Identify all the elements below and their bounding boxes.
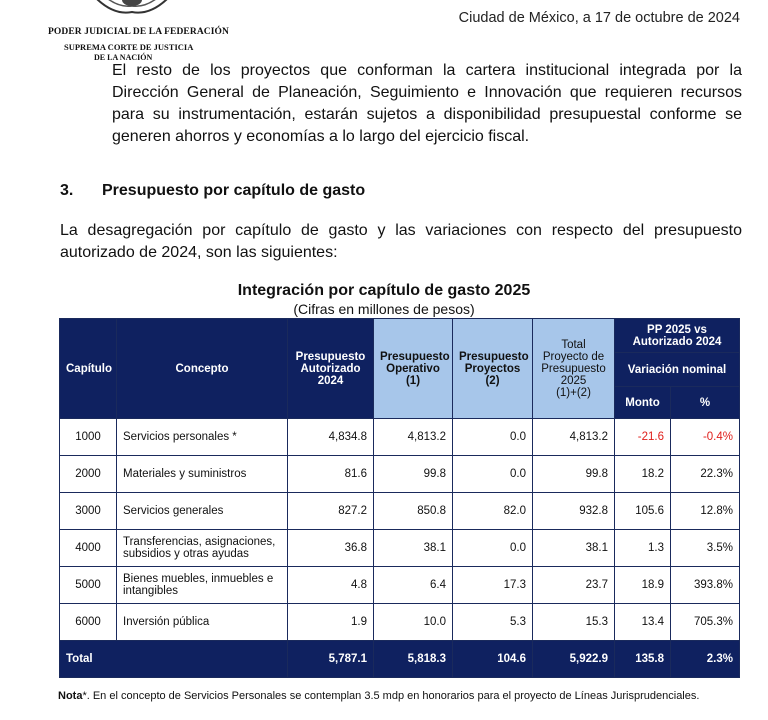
- cell-proyectos: 82.0: [453, 493, 533, 530]
- col-header-proyectos-sub: (2): [485, 374, 500, 387]
- cell-total: 99.8: [533, 456, 615, 493]
- cell-operativo: 99.8: [374, 456, 453, 493]
- cell-proyectos: 0.0: [453, 456, 533, 493]
- cell-capitulo: 4000: [60, 530, 117, 567]
- cell-proyectos: 0.0: [453, 530, 533, 567]
- cell-operativo: 4,813.2: [374, 419, 453, 456]
- cell-capitulo: 3000: [60, 493, 117, 530]
- cell-operativo: 38.1: [374, 530, 453, 567]
- total-operativo: 5,818.3: [374, 641, 453, 678]
- org-line-3: DE LA NACIÓN: [94, 53, 153, 62]
- cell-proyectos: 0.0: [453, 419, 533, 456]
- cell-pct: 22.3%: [671, 456, 740, 493]
- total-autorizado: 5,787.1: [288, 641, 374, 678]
- table-row: [60, 419, 740, 456]
- cell-pct: 12.8%: [671, 493, 740, 530]
- cell-capitulo: 2000: [60, 456, 117, 493]
- col-header-pct: %: [671, 387, 740, 419]
- col-header-monto: Monto: [615, 387, 671, 419]
- total-proyectos: 104.6: [453, 641, 533, 678]
- col-header-capitulo: Capítulo: [60, 319, 117, 419]
- cell-total: 38.1: [533, 530, 615, 567]
- cell-autorizado: 1.9: [288, 604, 374, 641]
- cell-capitulo: 5000: [60, 567, 117, 604]
- total-row: [60, 641, 740, 678]
- table-row: [60, 493, 740, 530]
- col-header-total: [533, 319, 615, 419]
- cell-concepto: Transferencias, asignaciones, subsidios y otras ayudas: [117, 530, 288, 567]
- table-subtitle: (Cifras en millones de pesos): [293, 301, 475, 317]
- cell-pct: -0.4%: [671, 419, 740, 456]
- seal-emblem-icon: [82, 0, 182, 18]
- cell-pct: 393.8%: [671, 567, 740, 604]
- cell-monto: 18.9: [615, 567, 671, 604]
- cell-monto: -21.6: [615, 419, 671, 456]
- table-row: [60, 604, 740, 641]
- note-text: *. En el concepto de Servicios Personales se contemplan 3.5 mdp en honorarios para el proyecto de Líneas Jurisprudenciales.: [82, 690, 700, 702]
- cell-proyectos: 5.3: [453, 604, 533, 641]
- col-header-autorizado: Presupuesto Autorizado 2024: [288, 319, 374, 419]
- cell-capitulo: 6000: [60, 604, 117, 641]
- cell-pct: 705.3%: [671, 604, 740, 641]
- cell-pct: 3.5%: [671, 530, 740, 567]
- note-label: Nota: [58, 690, 83, 702]
- cell-total: 15.3: [533, 604, 615, 641]
- total-label: Total: [60, 641, 288, 678]
- cell-autorizado: 4.8: [288, 567, 374, 604]
- budget-table: [59, 318, 740, 678]
- cell-concepto: Inversión pública: [117, 604, 288, 641]
- col-header-concepto: Concepto: [117, 319, 288, 419]
- table-note: [58, 690, 699, 702]
- cell-capitulo: 1000: [60, 419, 117, 456]
- cell-autorizado: 81.6: [288, 456, 374, 493]
- cell-operativo: 10.0: [374, 604, 453, 641]
- cell-monto: 105.6: [615, 493, 671, 530]
- section-heading: [60, 182, 365, 200]
- cell-autorizado: 4,834.8: [288, 419, 374, 456]
- org-line-1: PODER JUDICIAL DE LA FEDERACIÓN: [48, 27, 229, 37]
- total-total: 5,922.9: [533, 641, 615, 678]
- col-header-total-label: Total Proyecto de Presupuesto 2025: [541, 338, 606, 387]
- col-header-pp-vs: PP 2025 vs Autorizado 2024: [615, 319, 740, 353]
- cell-total: 23.7: [533, 567, 615, 604]
- cell-proyectos: 17.3: [453, 567, 533, 604]
- col-header-variacion: Variación nominal: [615, 353, 740, 387]
- table-row: [60, 567, 740, 604]
- cell-total: 932.8: [533, 493, 615, 530]
- section-paragraph: La desagregación por capítulo de gasto y las variaciones con respecto del presupuesto autorizado de 2024, son las siguientes:: [60, 222, 742, 261]
- cell-total: 4,813.2: [533, 419, 615, 456]
- col-header-operativo-label: Presupuesto Operativo: [380, 350, 450, 375]
- cell-operativo: 850.8: [374, 493, 453, 530]
- section-number: 3.: [60, 182, 74, 199]
- total-monto: 135.8: [615, 641, 671, 678]
- cell-monto: 13.4: [615, 604, 671, 641]
- cell-autorizado: 827.2: [288, 493, 374, 530]
- col-header-total-sub: (1)+(2): [556, 386, 591, 399]
- intro-paragraph: El resto de los proyectos que conforman la cartera institucional integrada por la Dirección General de Planeación, Seguimiento e Innovación que requieren recursos para su instrumentación, estarán sujetos a disponibilidad presupuestal conforme se generen ahorros y economías a lo largo del ejercicio fiscal.: [112, 62, 742, 145]
- table-row: [60, 456, 740, 493]
- table-row: [60, 530, 740, 567]
- document-date: Ciudad de México, a 17 de octubre de 2024: [458, 10, 740, 26]
- org-line-2: SUPREMA CORTE DE JUSTICIA: [64, 42, 194, 52]
- cell-autorizado: 36.8: [288, 530, 374, 567]
- cell-concepto: Servicios generales: [117, 493, 288, 530]
- cell-concepto: Servicios personales *: [117, 419, 288, 456]
- table-title: Integración por capítulo de gasto 2025: [237, 282, 531, 299]
- col-header-proyectos: [453, 319, 533, 419]
- col-header-proyectos-label: Presupuesto Proyectos: [459, 350, 529, 375]
- col-header-operativo-sub: (1): [405, 374, 421, 387]
- total-pct: 2.3%: [671, 641, 740, 678]
- cell-operativo: 6.4: [374, 567, 453, 604]
- cell-concepto: Bienes muebles, inmuebles e intangibles: [117, 567, 288, 604]
- cell-monto: 1.3: [615, 530, 671, 567]
- col-header-operativo: [374, 319, 453, 419]
- section-title: Presupuesto por capítulo de gasto: [102, 182, 366, 199]
- cell-concepto: Materiales y suministros: [117, 456, 288, 493]
- cell-monto: 18.2: [615, 456, 671, 493]
